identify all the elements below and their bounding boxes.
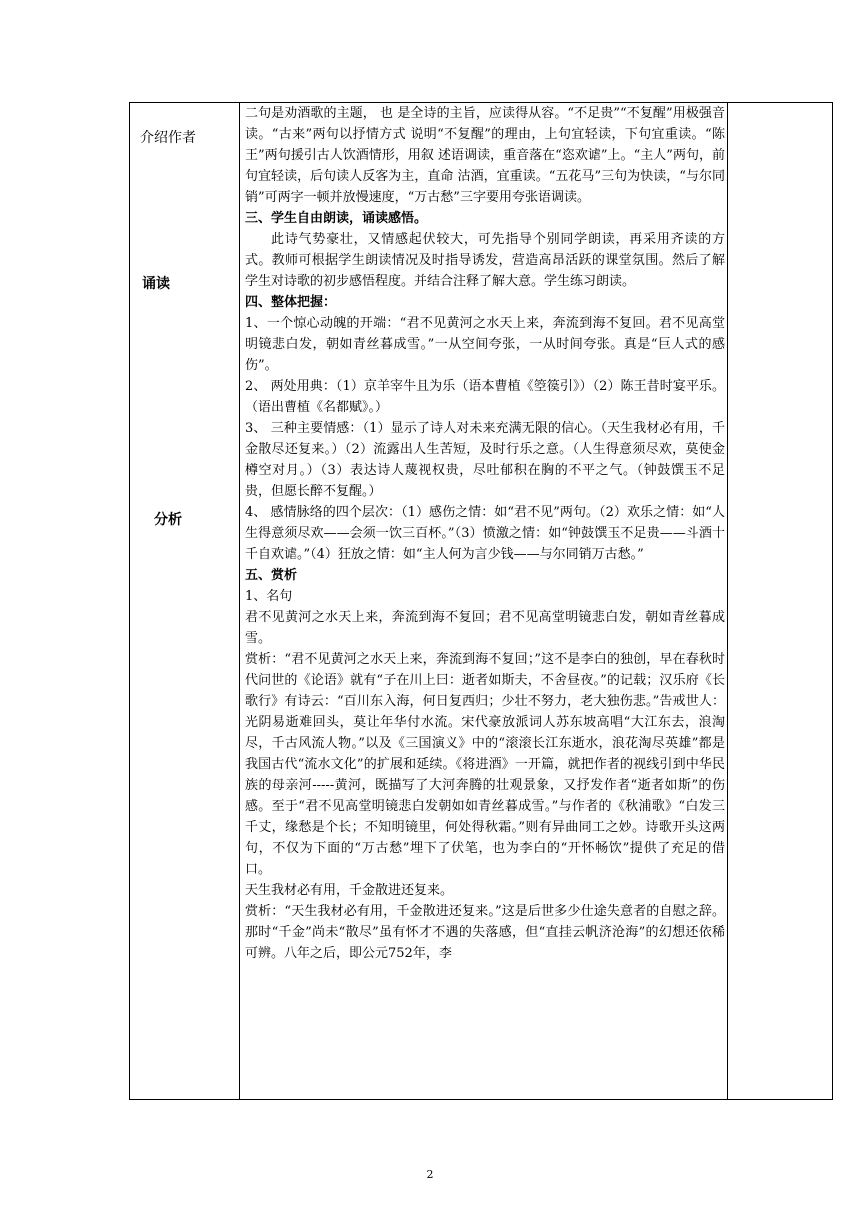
paragraph-analysis-2: 赏析：“天生我材必有用，千金散进还复来。”这是后世多少仕途失意者的自慰之辞。那时“千金”尚未“散尽”虽有怀才不遇的失落感，但“直挂云帆济沧海”的幻想还依稀可辨。八年之后，即公元752年，李: [245, 904, 725, 961]
paragraph-reading-guide: 二句是劝酒歌的主题， 也 是全诗的主旨，应读得从容。“不足贵”“不复醒”用极强音读。“古来”两句以抒情方式 说明“不复醒”的理由，上句宜轻读，下句宜重读。“陈王”两句援引古人饮酒情形，用叙 述语调读，重音落在“恣欢谑”上。“主人”两句，前句宜轻读，后句读人反客为主，直命 沽酒，宜重读。“五花马”三句为快读，“与尔同销”可两字一顿并放慢速度，“万古愁”三字要用夸张语调读。: [245, 106, 725, 205]
paragraph-famous-lines: 1、名句: [245, 589, 293, 604]
paragraph-analysis-1: 赏析：“君不见黄河之水天上来，奔流到海不复回；”这不是李白的独创，早在春秋时代问世的《论语》就有“子在川上曰：逝者如斯夫，不舍昼夜。”的记载；汉乐府《长歌行》有诗云：“百川东入海，何日复西归；少壮不努力，老大独伤悲。”告戒世人：光阴易逝难回头，莫让年华付水流。宋代豪放派词人苏东坡高唱“大江东去，浪淘尽，千古风流人物。”以及《三国演义》中的“滚滚长江东逝水，浪花淘尽英雄”都是我国古代“流水文化”的扩展和延续。《将进酒》一开篇，就把作者的视线引到中华民族的母亲河-----黄河，既描写了大河奔腾的壮观景象，又抒发作者“逝者如斯”的伤感。至于“君不见高堂明镜悲白发朝如如青丝暮成雪。”与作者的《秋浦歌》“白发三千丈，缘愁是个长；不知明镜里，何处得秋霜。”则有异曲同工之妙。诗歌开头这两句，不仅为下面的“万古愁”埋下了伏笔，也为李白的“开怀畅饮”提供了充足的借口。: [245, 652, 725, 877]
paragraph-reading-method: 此诗气势豪壮，又情感起伏较大，可先指导个别同学朗读，再采用齐读的方式。教师可根据学生朗读情况及时指导诱发，营造高昂活跃的课堂氛围。然后了解学生对诗歌的初步感悟程度。并结合注释了解大意。学生练习朗读。: [245, 232, 725, 289]
lesson-table: [129, 102, 833, 1100]
paragraph-point-1: 1、一个惊心动魄的开端：“君不见黄河之水天上来，奔流到海不复回。君不见高堂明镜悲白发，朝如青丝暮成雪。”一从空间夸张，一从时间夸张。真是“巨人式的感伤”。: [245, 316, 725, 373]
paragraph-quote-2: 天生我材必有用，千金散进还复来。: [245, 883, 454, 898]
page-number: 2: [426, 1168, 434, 1181]
heading-appreciation: 五、赏析: [245, 568, 298, 583]
paragraph-point-2: 2、 两处用典：（1）京羊宰牛且为乐（语本曹植《箜篌引》）（2）陈王昔时宴平乐。（语出曹植《名都赋》。）: [245, 379, 725, 415]
paragraph-point-4: 4、 感情脉络的四个层次：（1）感伤之情：如“君不见”两句。（2）欢乐之情：如“人生得意须尽欢——会须一饮三百杯。”（3）愤激之情：如“钟鼓馔玉不足贵——斗酒十千自欢谑。”（4）狂放之情：如“主人何为言少钱——与尔同销万古愁。”: [245, 505, 725, 562]
label-analysis: 分析: [154, 512, 182, 528]
lesson-content: [245, 103, 725, 964]
column-divider-left: [239, 103, 240, 1099]
paragraph-quote-1: 君不见黄河之水天上来，奔流到海不复回；君不见高堂明镜悲白发，朝如青丝暮成雪。: [245, 610, 725, 646]
label-recite: 诵读: [142, 276, 170, 292]
column-divider-right: [727, 103, 728, 1099]
label-intro: 介绍作者: [140, 130, 196, 146]
paragraph-point-3: 3、 三种主要情感：（1）显示了诗人对未来充满无限的信心。（天生我材必有用，千金散尽还复来。）（2）流露出人生苦短，及时行乐之意。（人生得意须尽欢，莫使金樽空对月。）（3）表达诗人蔑视权贵，尽吐郁积在胸的不平之气。（钟鼓馔玉不足贵，但愿长醉不复醒。）: [245, 421, 725, 499]
heading-free-reading: 三、学生自由朗读，诵读感悟。: [245, 211, 428, 226]
heading-overall-grasp: 四、整体把握：: [245, 295, 337, 310]
